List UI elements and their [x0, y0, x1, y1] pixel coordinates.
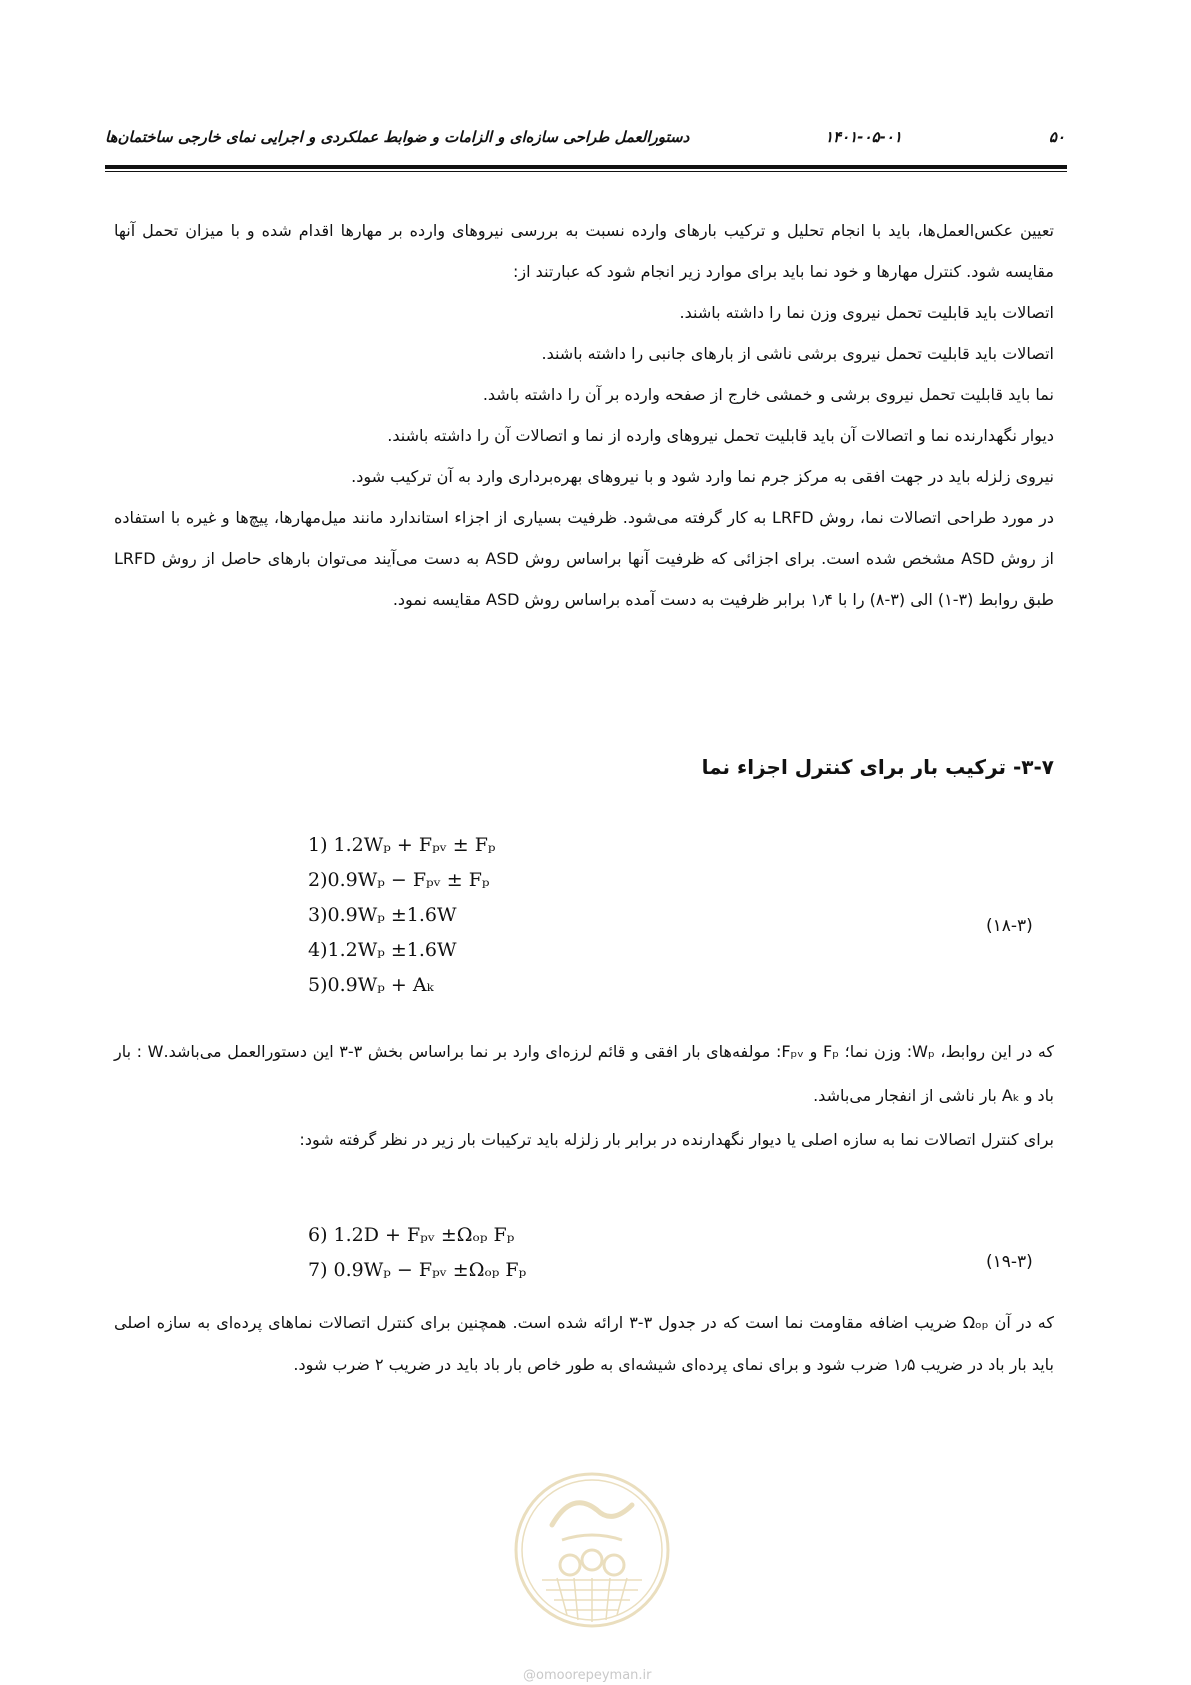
equation-line: 6) 1.2D + Fₚᵥ ±Ωₒₚ Fₚ	[308, 1224, 515, 1246]
equation-explanation	[114, 1030, 1054, 1162]
equation-block-18	[308, 828, 496, 1003]
paragraph-definitions: که در این روابط، Wₚ: وزن نما؛ Fₚ و Fₚᵥ: مولفه‌های بار افقی و قائم لرزه‌ای وارد بر نما براساس بخش ۳-۳ این دستورالعمل می‌باشد.W : بار باد و Aₖ بار ناشی از انفجار می‌باشد.	[114, 1042, 1055, 1105]
paragraph-intro: تعیین عکس‌العمل‌ها، باید با انجام تحلیل و ترکیب بارهای وارده نسبت به بررسی نیروهای وارده بر مهارها اقدام شده و با میزان تحمل آنها مقایسه شود. کنترل مهارها و خود نما باید برای موارد زیر انجام شود که عبارتند از:	[114, 221, 1054, 281]
page-header	[105, 128, 1065, 158]
equation-line: 7) 0.9Wₚ − Fₚᵥ ±Ωₒₚ Fₚ	[308, 1259, 527, 1281]
equation-line: 2)0.9Wₚ − Fₚᵥ ± Fₚ	[308, 869, 490, 891]
header-date: ۱۴۰۱-۰۵-۰۱	[825, 128, 902, 146]
header-rule-thin	[105, 171, 1067, 172]
paragraph-item: نیروی زلزله باید در جهت افقی به مرکز جرم نما وارد شود و با نیروهای بهره‌برداری وارد به آن ترکیب شود.	[351, 467, 1054, 486]
paragraph-seismic-combo: برای کنترل اتصالات نما به سازه اصلی یا دیوار نگهدارنده در برابر بار زلزله باید ترکیبات بار زیر در نظر گرفته شود:	[299, 1130, 1054, 1149]
equation-line: 3)0.9Wₚ ±1.6W	[308, 904, 457, 926]
equation-number-19: (۱۹-۳)	[986, 1252, 1033, 1272]
watermark-logo	[512, 1470, 672, 1630]
body-text	[114, 210, 1054, 620]
paragraph-item: دیوار نگهدارنده نما و اتصالات آن باید قابلیت تحمل نیروهای وارده از نما و اتصالات آن را داشته باشند.	[387, 426, 1054, 445]
paragraph-item: اتصالات باید قابلیت تحمل نیروی برشی ناشی از بارهای جانبی را داشته باشند.	[541, 344, 1054, 363]
equation-line: 1) 1.2Wₚ + Fₚᵥ ± Fₚ	[308, 834, 496, 856]
paragraph-item: نما باید قابلیت تحمل نیروی برشی و خمشی خارج از صفحه وارده بر آن را داشته باشد.	[482, 385, 1054, 404]
watermark-url: @omoorepeyman.ir	[523, 1668, 652, 1683]
equation-line: 4)1.2Wₚ ±1.6W	[308, 939, 457, 961]
paragraph-lrfd: در مورد طراحی اتصالات نما، روش LRFD به کار گرفته می‌شود. ظرفیت بسیاری از اجزاء استاندارد مانند میل‌مهارها، پیچ‌ها و غیره با استفاده از روش ASD مشخص شده است. برای اجزائی که ظرفیت آنها براساس روش ASD به دست می‌آیند می‌توان بارهای حاصل از روش LRFD طبق روابط (۳-۱) الی (۳-۸) را با ۱٫۴ برابر ظرفیت به دست آمده براساس روش ASD مقایسه نمود.	[114, 508, 1054, 609]
header-rule-thick	[105, 165, 1067, 169]
paragraph-item: اتصالات باید قابلیت تحمل نیروی وزن نما را داشته باشند.	[679, 303, 1054, 322]
equation-line: 5)0.9Wₚ + Aₖ	[308, 974, 434, 996]
equation-block-19	[308, 1218, 526, 1288]
equation-number-18: (۱۸-۳)	[986, 916, 1033, 936]
paragraph-overstrength: که در آن Ωₒₚ ضریب اضافه مقاومت نما است که در جدول ۳-۳ ارائه شده است. همچنین برای کنترل اتصالات نماهای پرده‌ای به سازه اصلی باید بار باد در ضریب ۱٫۵ ضرب شود و برای نمای پرده‌ای شیشه‌ای به طور خاص بار باد باید در ضریب ۲ ضرب شود.	[114, 1313, 1055, 1374]
page-number: ۵۰	[1048, 128, 1065, 146]
overstrength-explanation	[114, 1302, 1054, 1386]
header-title: دستورالعمل طراحی سازه‌ای و الزامات و ضوابط عملکردی و اجرایی نمای خارجی ساختمان‌ها	[105, 128, 690, 146]
section-heading: ۳-۷- ترکیب بار برای کنترل اجزاء نما	[701, 755, 1054, 779]
